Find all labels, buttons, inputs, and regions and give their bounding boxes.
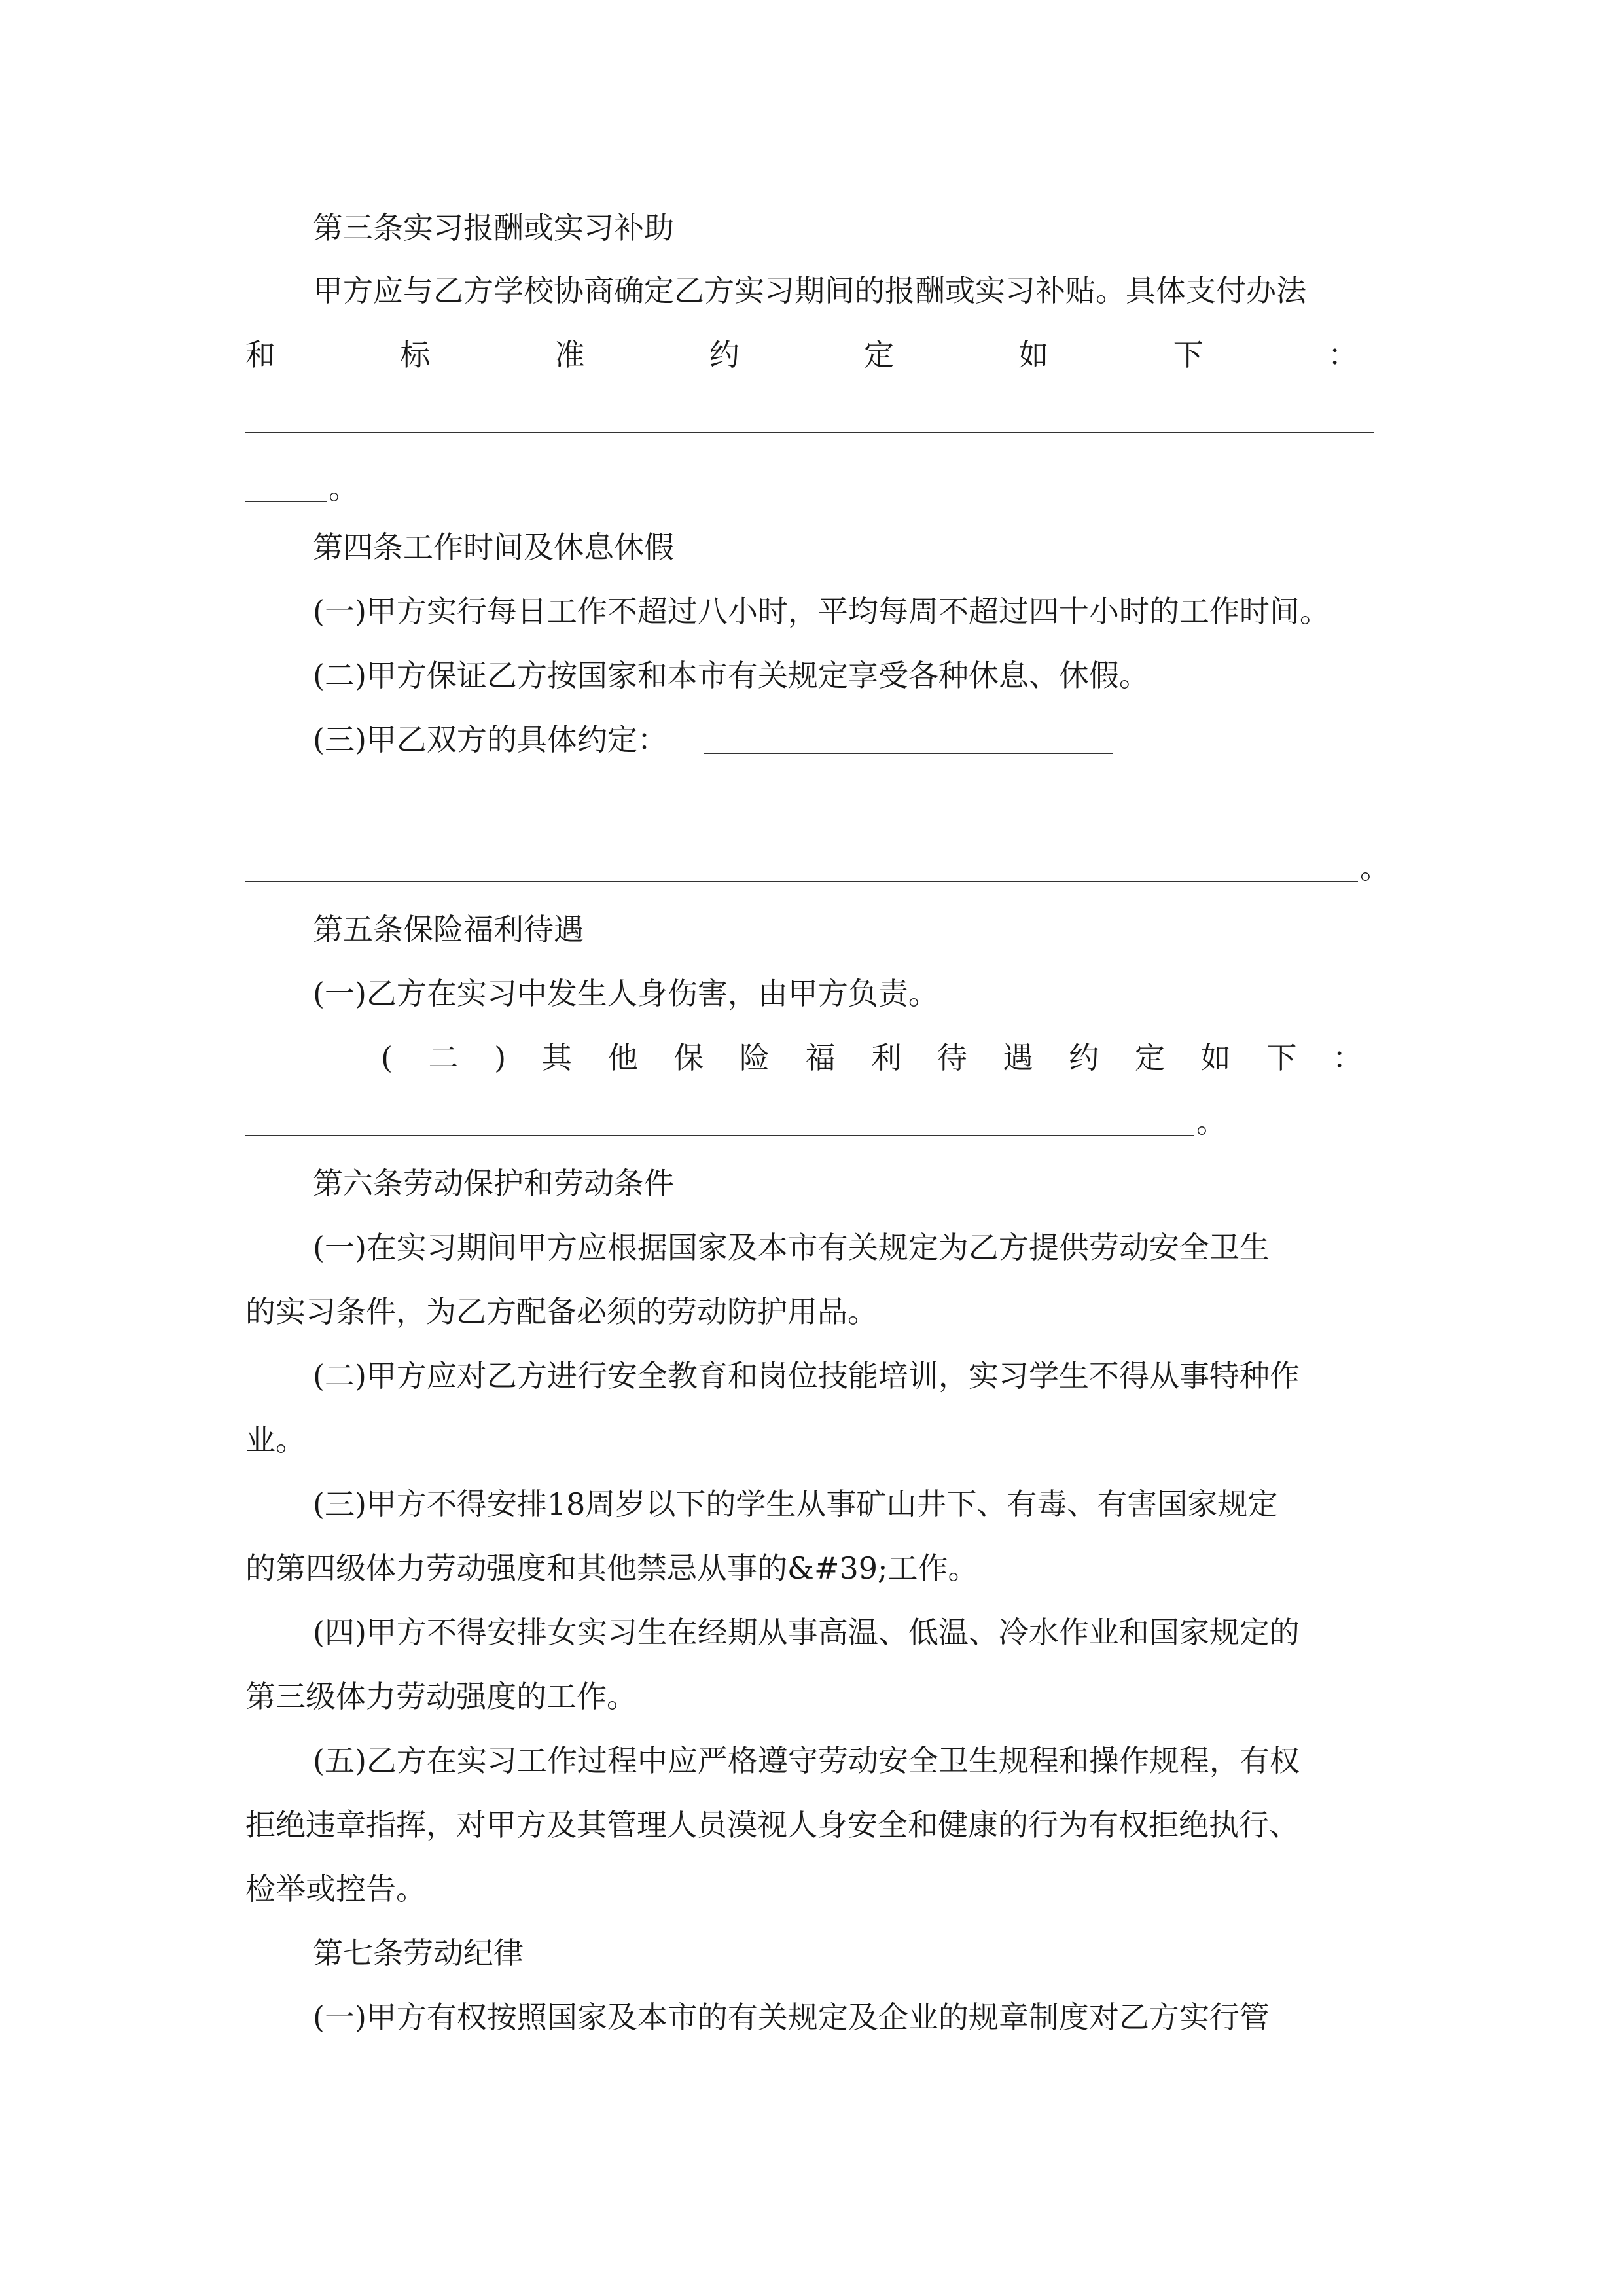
spread-char: 准: [554, 337, 585, 372]
spread-char: 定: [864, 337, 895, 372]
spread-char: 约: [709, 337, 740, 372]
article-5-spread-line: [381, 1039, 1363, 1076]
article-6-p5-line-3: 检举或控告。: [245, 1871, 426, 1907]
article-3-line-1: 甲方应与乙方学校协商确定乙方实习期间的报酬或实习补贴。具体支付办法: [313, 273, 1306, 308]
spread-char: 福: [805, 1040, 836, 1075]
spread-char: ): [494, 1040, 507, 1075]
blank-underline: [704, 753, 1113, 754]
article-4-item-2: (二)甲方保证乙方按国家和本市有关规定享受各种休息、休假。: [313, 658, 1149, 693]
spread-char: 约: [1069, 1040, 1099, 1075]
spread-char: 其: [541, 1040, 572, 1075]
blank-underline: [245, 1135, 1194, 1136]
spread-char: (: [381, 1040, 393, 1075]
article-5-tail: 。: [1196, 1104, 1226, 1139]
spread-char: 和: [245, 337, 276, 372]
article-6-p4-line-2: 第三级体力劳动强度的工作。: [245, 1679, 637, 1714]
spread-char: 定: [1134, 1040, 1165, 1075]
spread-char: ：: [1332, 1040, 1363, 1075]
spread-char: 他: [607, 1040, 638, 1075]
spread-char: 如: [1200, 1040, 1231, 1075]
article-6-p4-line-1: (四)甲方不得安排女实习生在经期从事高温、低温、冷水作业和国家规定的: [313, 1615, 1300, 1650]
spread-char: 下: [1266, 1040, 1297, 1075]
spread-char: 二: [428, 1040, 459, 1075]
article-6-p2-line-1: (二)甲方应对乙方进行安全教育和岗位技能培训，实习学生不得从事特种作: [313, 1358, 1300, 1393]
spread-char: 险: [739, 1040, 770, 1075]
blank-underline: [245, 432, 1374, 433]
article-6-p1-line-1: (一)在实习期间甲方应根据国家及本市有关规定为乙方提供劳动安全卫生: [313, 1230, 1270, 1265]
spread-char: 待: [936, 1040, 967, 1075]
article-6-title: 第六条劳动保护和劳动条件: [313, 1166, 674, 1201]
article-6-p5-line-1: (五)乙方在实习工作过程中应严格遵守劳动安全卫生规程和操作规程，有权: [313, 1743, 1300, 1778]
article-4-item-3: (三)甲乙双方的具体约定：: [313, 722, 668, 757]
spread-char: 保: [673, 1040, 704, 1075]
spread-char: 标: [400, 337, 431, 372]
article-4-title: 第四条工作时间及休息休假: [313, 529, 674, 565]
blank-underline: [245, 881, 1358, 882]
article-6-p2-line-2: 业。: [245, 1422, 306, 1458]
article-4-tail: 。: [1360, 850, 1390, 886]
spread-char: ：: [1327, 337, 1358, 372]
article-3-title: 第三条实习报酬或实习补助: [313, 210, 674, 245]
article-5-item-1: (一)乙方在实习中发生人身伤害，由甲方负责。: [313, 976, 938, 1011]
article-5-title: 第五条保险福利待遇: [313, 912, 584, 947]
article-3-spread-line: [245, 336, 1358, 373]
spread-char: 下: [1173, 337, 1204, 372]
article-3-tail: 。: [329, 471, 359, 506]
blank-underline: [245, 501, 327, 502]
spread-char: 利: [871, 1040, 902, 1075]
article-4-item-1: (一)甲方实行每日工作不超过八小时，平均每周不超过四十小时的工作时间。: [313, 594, 1330, 629]
article-7-title: 第七条劳动纪律: [313, 1935, 524, 1971]
spread-char: 遇: [1003, 1040, 1033, 1075]
article-6-p5-line-2: 拒绝违章指挥，对甲方及其管理人员漠视人身安全和健康的行为有权拒绝执行、: [245, 1807, 1299, 1842]
article-6-p3-line-1: (三)甲方不得安排18周岁以下的学生从事矿山井下、有毒、有害国家规定: [313, 1486, 1278, 1522]
article-6-p3-line-2: 的第四级体力劳动强度和其他禁忌从事的&#39;工作。: [245, 1551, 978, 1586]
article-7-p1-line-1: (一)甲方有权按照国家及本市的有关规定及企业的规章制度对乙方实行管: [313, 2000, 1270, 2035]
spread-char: 如: [1018, 337, 1049, 372]
article-6-p1-line-2: 的实习条件，为乙方配备必须的劳动防护用品。: [245, 1294, 878, 1329]
